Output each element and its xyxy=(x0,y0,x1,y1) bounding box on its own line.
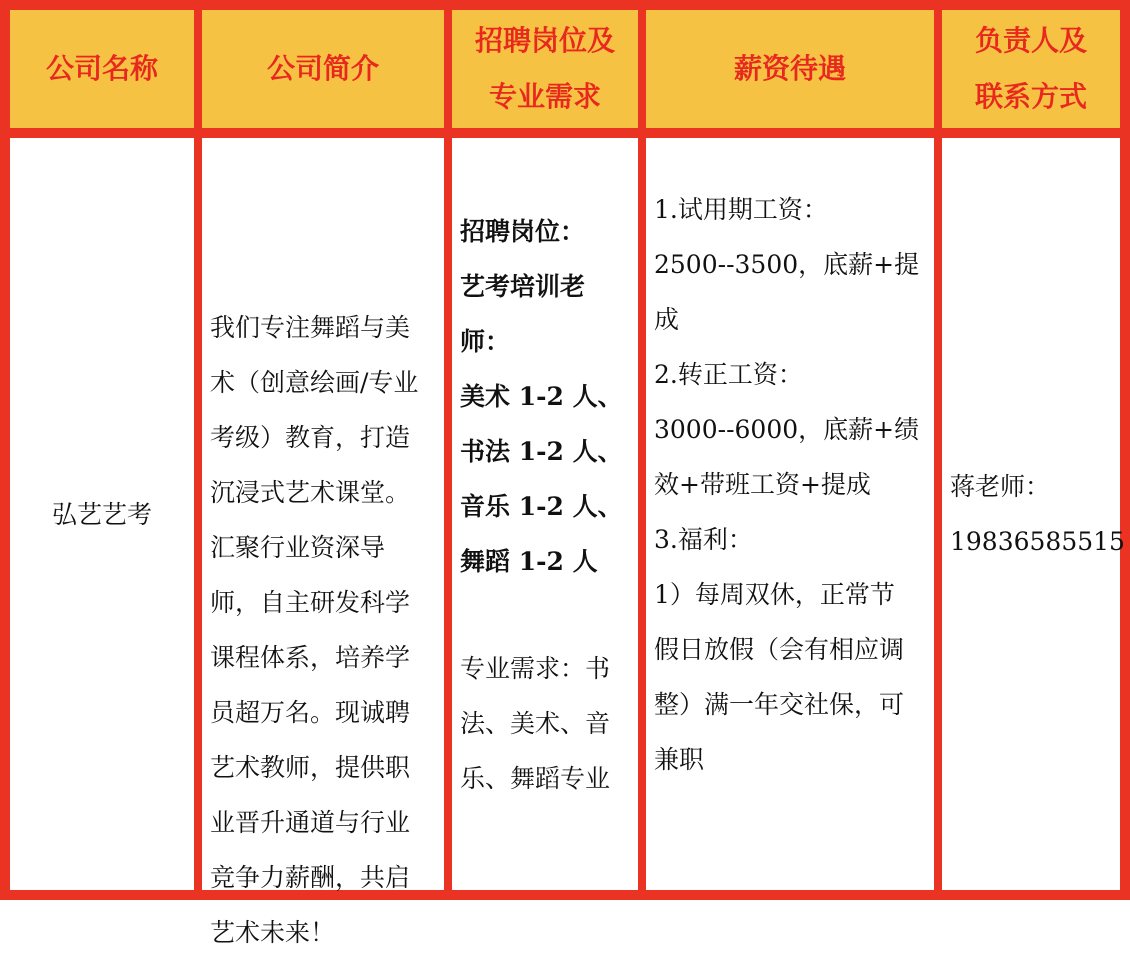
requirements-text: 专业需求：书 法、美术、音 乐、舞蹈专业 xyxy=(460,654,611,793)
positions-title: 招聘岗位： xyxy=(460,217,586,246)
header-company-name: 公司名称 xyxy=(10,10,194,128)
salary-cell: 1.试用期工资： 2500--3500，底薪+提 成 2.转正工资： 3000--6000，底薪+绩 效+带班工资+提成 3.福利： 1）每周双休，正常节 假日放假（会有相应调 整）满一年交社保，可 兼职 xyxy=(646,138,934,890)
positions-role: 艺考培训老 师： xyxy=(460,272,586,356)
header-salary: 薪资待遇 xyxy=(646,10,934,128)
positions-counts: 美术 1-2 人、 书法 1-2 人、 音乐 1-2 人、 舞蹈 1-2 人 xyxy=(460,382,623,576)
company-intro-cell: 我们专注舞蹈与美 术（创意绘画/专业 考级）教育，打造 沉浸式艺术课堂。 汇聚行业资深导 师，自主研发科学 课程体系，培养学 员超万名。现诚聘 艺术教师，提供职 业晋升通道与行业 竞争力薪酬，共启 艺术未来！ xyxy=(202,138,444,890)
contact-name: 蒋老师： xyxy=(950,472,1051,501)
header-contact: 负责人及 联系方式 xyxy=(942,10,1120,128)
header-company-intro: 公司简介 xyxy=(202,10,444,128)
positions-cell xyxy=(452,138,638,890)
contact-cell xyxy=(942,138,1125,890)
header-positions: 招聘岗位及 专业需求 xyxy=(452,10,638,128)
company-name: 弘艺艺考 xyxy=(51,499,152,529)
positions-spacer xyxy=(460,589,632,641)
contact-phone: 19836585515 xyxy=(950,527,1125,556)
company-name-cell xyxy=(10,138,194,890)
